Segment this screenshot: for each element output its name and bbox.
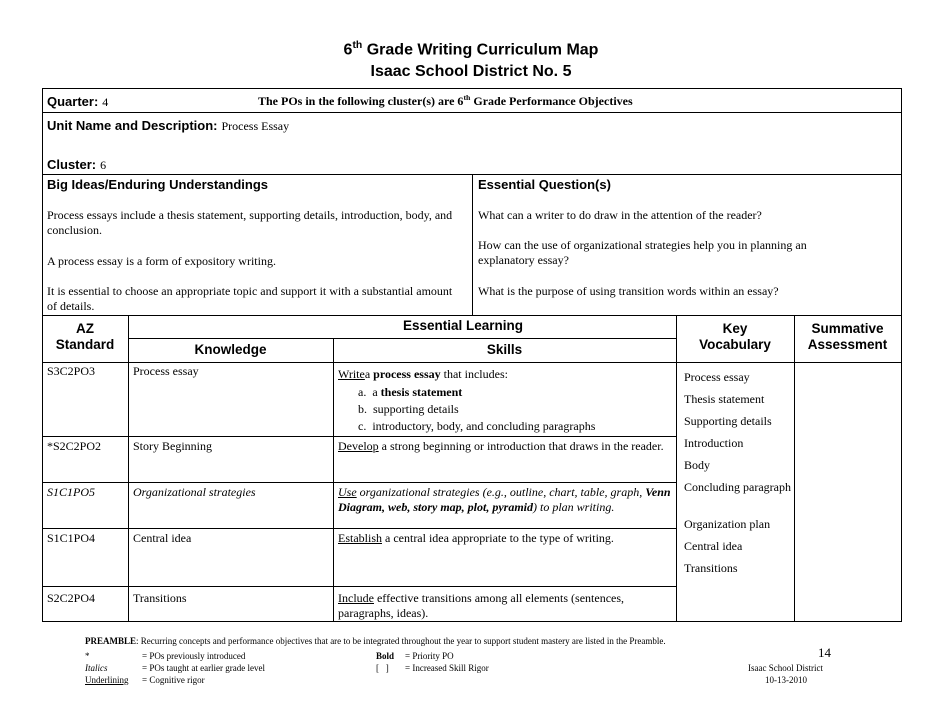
rule xyxy=(42,112,902,113)
legend-text: = Increased Skill Rigor xyxy=(405,663,489,673)
rule xyxy=(42,315,902,316)
list-item: b. supporting details xyxy=(358,402,459,416)
quarter: Quarter: 4 xyxy=(47,94,109,109)
legend-symbol: Italics xyxy=(85,663,108,673)
az-standard-header: AZ Standard xyxy=(55,321,115,352)
knowledge-item: Transitions xyxy=(133,591,187,605)
unit-name: Unit Name and Description: Process Essay xyxy=(47,118,290,133)
legend-symbol: Bold xyxy=(376,651,395,661)
rule xyxy=(128,338,676,339)
essential-question: What can a writer to do draw in the attention of the reader? xyxy=(478,208,762,222)
rule xyxy=(42,586,676,587)
standard-code: S1C1PO4 xyxy=(47,531,96,545)
cluster: Cluster: 6 xyxy=(47,157,107,172)
rule xyxy=(42,528,676,529)
standard-code: S2C2PO4 xyxy=(47,591,96,605)
rule xyxy=(42,362,902,363)
page-title: 6th Grade Writing Curriculum Map xyxy=(343,40,599,59)
skill-description: Use organizational strategies (e.g., outline, chart, table, graph, Venn Diagram, web, story map, plot, pyramid) to plan writing. xyxy=(338,485,671,514)
district-title: Isaac School District No. 5 xyxy=(370,63,572,80)
legend-text: = POs previously introduced xyxy=(142,651,246,661)
standard-code: *S2C2PO2 xyxy=(47,439,102,453)
knowledge-item: Process essay xyxy=(133,364,199,378)
legend-text: = Cognitive rigor xyxy=(142,675,205,685)
knowledge-item: Organizational strategies xyxy=(133,485,256,499)
vocabulary-list xyxy=(684,370,792,583)
key-vocabulary-header: Key Vocabulary xyxy=(699,321,771,352)
vocab-item: Introduction xyxy=(684,436,744,450)
vocab-item: Process essay xyxy=(684,370,750,384)
divider xyxy=(676,315,677,621)
legend-text: = POs taught at earlier grade level xyxy=(142,663,266,673)
divider xyxy=(128,315,129,621)
rule xyxy=(42,482,676,483)
vocab-item: Body xyxy=(684,458,711,472)
divider xyxy=(472,174,473,315)
essential-learning-header: Essential Learning xyxy=(402,318,524,333)
page-number: 14 xyxy=(818,645,831,660)
skill-description: Develop a strong beginning or introduction that draws in the reader. xyxy=(338,439,664,453)
knowledge-item: Story Beginning xyxy=(133,439,213,453)
vocab-item: Organization plan xyxy=(684,517,771,531)
vocab-item: Central idea xyxy=(684,539,743,553)
divider xyxy=(333,338,334,621)
divider xyxy=(794,315,795,621)
rule xyxy=(42,621,902,622)
vocab-item: Supporting details xyxy=(684,414,772,428)
skill-description: Writea process essay that includes: xyxy=(338,367,508,381)
rule xyxy=(42,436,676,437)
standard-code: S1C1PO5 xyxy=(47,485,95,499)
legend-text: = Priority PO xyxy=(405,651,454,661)
list-item: c. introductory, body, and concluding paragraphs xyxy=(358,419,596,433)
vocab-item: Thesis statement xyxy=(684,392,765,406)
frame-right xyxy=(901,88,902,622)
big-ideas-heading: Big Ideas/Enduring Understandings xyxy=(47,177,269,192)
skills-header: Skills xyxy=(486,342,523,357)
list-item: a. a thesis statement xyxy=(358,385,463,399)
legend-symbol: [ ] xyxy=(376,663,389,673)
footer-date: 10-13-2010 xyxy=(765,675,807,685)
standard-code: S3C2PO3 xyxy=(47,364,96,378)
skill-description: Include effective transitions among all elements (sentences, paragraphs, ideas). xyxy=(338,591,625,620)
essential-questions-heading: Essential Question(s) xyxy=(478,177,611,192)
essential-question: How can the use of organizational strategies help you in planning an explanatory essay? xyxy=(478,238,807,267)
frame-left xyxy=(42,88,43,622)
knowledge-item: Central idea xyxy=(133,531,192,545)
essential-question: What is the purpose of using transition words within an essay? xyxy=(478,284,779,298)
preamble: PREAMBLE: Recurring concepts and performance objectives that are to be integrated throughout the year to support student mastery are listed in the Preamble. xyxy=(85,636,666,646)
big-idea-item: Process essays include a thesis statement, supporting details, introduction, body, and conclusion. xyxy=(47,208,453,237)
summative-assessment-header: Summative Assessment xyxy=(807,321,888,352)
big-idea-item: It is essential to choose an appropriate topic and support it with a substantial amount of details. xyxy=(47,284,453,313)
knowledge-header: Knowledge xyxy=(194,342,267,357)
skill-description: Establish a central idea appropriate to the type of writing. xyxy=(338,531,614,545)
rule xyxy=(42,88,902,89)
footer-district: Isaac School District xyxy=(748,663,823,673)
vocab-item: Concluding paragraph xyxy=(684,480,791,494)
skill-sublist xyxy=(358,384,668,435)
legend-symbol: * xyxy=(85,651,90,661)
legend-symbol: Underlining xyxy=(85,675,129,685)
cluster-note: The POs in the following cluster(s) are 6th Grade Performance Objectives xyxy=(258,93,633,108)
vocab-item: Transitions xyxy=(684,561,738,575)
big-idea-item: A process essay is a form of expository writing. xyxy=(47,254,276,268)
